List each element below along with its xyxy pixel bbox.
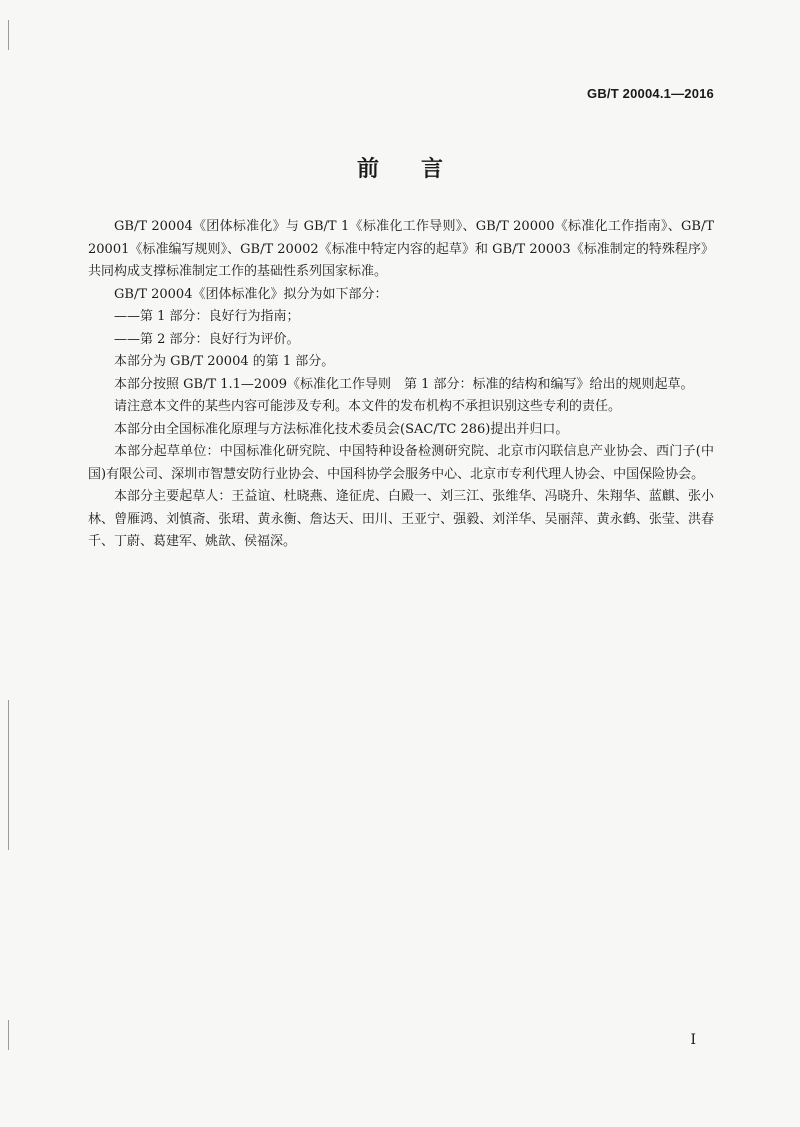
foreword-body (88, 216, 714, 554)
paragraph-series-description: GB/T 20004《团体标准化》与 GB/T 1《标准化工作导则》、GB/T 20000《标准化工作指南》、GB/T 20001《标准编写规则》、GB/T 20002《标准中特定内容的起草》和 GB/T 20003《标准制定的特殊程序》共同构成支撑标准制定工作的基础性系列国家标准。 (88, 219, 714, 279)
paragraph-this-part: 本部分为 GB/T 20004 的第 1 部分。 (114, 354, 335, 369)
paragraph-drafters: 本部分主要起草人：王益谊、杜晓燕、逄征虎、白殿一、刘三江、张维华、冯晓升、朱翔华、蓝麒、张小林、曾雁鸿、刘慎斋、张珺、黄永衡、詹达天、田川、王亚宁、强毅、刘洋华、吴丽萍、黄永鹤、张莹、洪春千、丁蔚、葛建军、姚歆、侯福深。 (88, 489, 714, 549)
paragraph-patent-notice: 请注意本文件的某些内容可能涉及专利。本文件的发布机构不承担识别这些专利的责任。 (114, 399, 622, 414)
list-item-part-1: ——第 1 部分：良好行为指南； (114, 309, 300, 324)
title-char-2: 言 (421, 157, 444, 182)
scan-edge-mark (8, 1020, 9, 1050)
paragraph-drafting-units: 本部分起草单位：中国标准化研究院、中国特种设备检测研究院、北京市闪联信息产业协会、西门子(中国)有限公司、深圳市智慧安防行业协会、中国科协学会服务中心、北京市专利代理人协会、中国保险协会。 (88, 444, 714, 482)
standard-code: GB/T 20004.1—2016 (587, 86, 714, 101)
scan-edge-mark (8, 700, 9, 850)
page-number: I (690, 1032, 696, 1048)
paragraph-drafting-rules: 本部分按照 GB/T 1.1—2009《标准化工作导则 第 1 部分：标准的结构和编写》给出的规则起草。 (114, 376, 694, 392)
paragraph-parts-intro: GB/T 20004《团体标准化》拟分为如下部分： (114, 286, 388, 302)
scan-edge-mark (8, 20, 9, 50)
title-char-1: 前 (356, 157, 379, 182)
paragraph-proposer: 本部分由全国标准化原理与方法标准化技术委员会(SAC/TC 286)提出并归口。 (114, 421, 569, 437)
list-item-part-2: ——第 2 部分：良好行为评价。 (114, 331, 300, 347)
section-title (0, 152, 800, 183)
